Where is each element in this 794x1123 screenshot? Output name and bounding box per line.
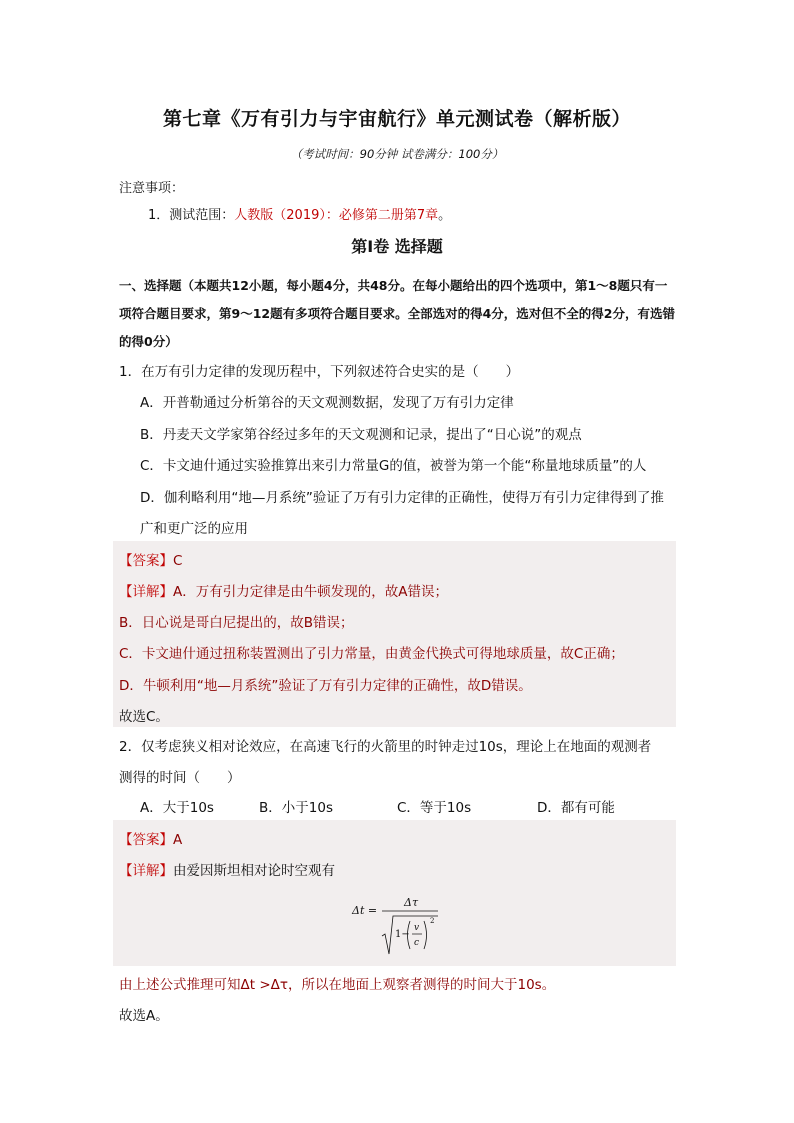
- q1-option-a: A．开普勒通过分析第谷的天文观测数据，发现了万有引力定律: [140, 395, 514, 411]
- q2-option-a: A．大于10s: [140, 800, 214, 816]
- section-instructions: 一、选择题（本题共12小题，每小题4分，共48分。在每小题给出的四个选项中，第1～8题只有一项符合题目要求，第9～12题有多项符合题目要求。全部选对的得4分，选对但不全的得2分，有选错的得0分）: [119, 278, 675, 349]
- formula-v: v: [414, 923, 420, 933]
- q1-detail-c: C．卡文迪什通过扭称装置测出了引力常量，由黄金代换式可得地球质量，故C正确；: [119, 646, 624, 662]
- q1-detail-d: D．牛顿利用“地—月系统”验证了万有引力定律的正确性，故D错误。: [119, 678, 532, 694]
- q1-detail-tag: 【详解】: [119, 584, 173, 600]
- q1-option-d: D．伽利略利用“地—月系统”验证了万有引力定律的正确性，使得万有引力定律得到了推: [140, 490, 664, 506]
- q2-option-b: B．小于10s: [259, 800, 333, 816]
- q1-answer-box: [113, 541, 676, 727]
- formula-one-minus: 1−: [395, 929, 410, 940]
- section-title: 第Ⅰ卷 选择题: [351, 237, 443, 256]
- notes-heading: 注意事项：: [119, 181, 185, 196]
- q1-stem: 1．在万有引力定律的发现历程中，下列叙述符合史实的是（ ）: [119, 364, 520, 380]
- q1-option-d-cont: 广和更广泛的应用: [140, 521, 248, 537]
- q2-option-c: C．等于10s: [397, 800, 472, 816]
- q2-stem-line-1: 2．仅考虑狭义相对论效应，在高速飞行的火箭里的时钟走过10s，理论上在地面的观测者: [119, 739, 652, 755]
- note-item-1-scope: 人教版（2019）：必修第二册第7章: [234, 208, 439, 223]
- note-item-1: [148, 204, 451, 223]
- note-item-1-prefix: 1．测试范围：: [148, 208, 235, 223]
- q2-conclusion: 故选A。: [119, 1008, 169, 1024]
- page-title: 第七章《万有引力与宇宙航行》单元测试卷（解析版）: [162, 108, 631, 130]
- q1-answer-value: C: [173, 553, 183, 569]
- q1-conclusion: 故选C。: [119, 709, 169, 725]
- q2-answer: [119, 828, 182, 848]
- q2-answer-value: A: [173, 832, 183, 848]
- q1-detail-b: B．日心说是哥白尼提出的，故B错误；: [119, 615, 354, 631]
- note-item-1-suffix: 。: [438, 208, 452, 223]
- q1-answer-tag: 【答案】: [119, 553, 173, 569]
- q2-answer-tag: 【答案】: [119, 832, 173, 848]
- exam-info: （考试时间：90分钟 试卷满分：100分）: [290, 147, 504, 161]
- q2-inference: 由上述公式推理可知Δt >Δτ，所以在地面上观察者测得的时间大于10s。: [119, 977, 556, 993]
- q2-detail-text: 由爱因斯坦相对论时空观有: [173, 863, 335, 879]
- q1-answer: [119, 549, 182, 569]
- q2-option-d: D．都有可能: [537, 800, 615, 816]
- q2-stem-line-2: 测得的时间（ ）: [119, 770, 241, 786]
- formula-numerator: Δτ: [404, 896, 419, 909]
- right-paren: [424, 921, 427, 949]
- time-dilation-formula: [350, 890, 450, 960]
- q2-detail-tag: 【详解】: [119, 863, 173, 879]
- q1-detail-line-1: A．万有引力定律是由牛顿发现的，故A错误；: [173, 584, 448, 600]
- q1-option-c: C．卡文迪什通过实验推算出来引力常量G的值，被誉为第一个能“称量地球质量”的人: [140, 458, 647, 474]
- q1-option-b: B．丹麦天文学家第谷经过多年的天文观测和记录，提出了“日心说”的观点: [140, 427, 582, 443]
- formula-lhs: Δt =: [352, 904, 378, 917]
- formula-exponent: 2: [430, 917, 435, 925]
- formula-c: c: [414, 938, 420, 948]
- q1-detail-a: [119, 580, 448, 600]
- q2-detail: [119, 859, 335, 879]
